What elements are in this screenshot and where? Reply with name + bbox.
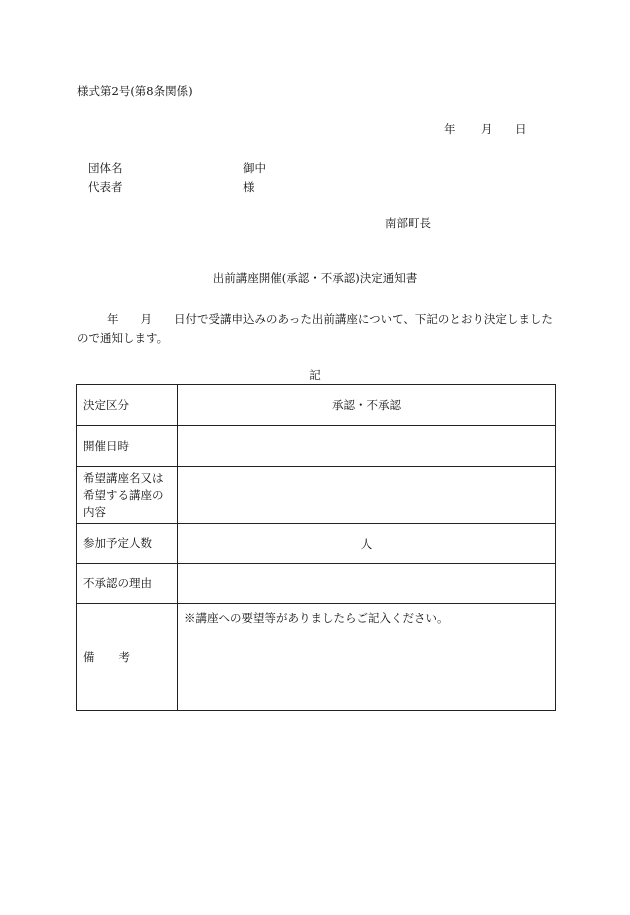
remarks-label xyxy=(77,604,178,711)
decision-type-value: 承認・不承認 xyxy=(178,385,556,426)
date-month-label: 月 xyxy=(481,122,493,136)
ki-heading: 記 xyxy=(309,368,321,382)
remarks-note: ※講座への要望等がありましたらご記入ください。 xyxy=(178,604,556,711)
table-row xyxy=(77,604,556,711)
table-row xyxy=(77,426,556,467)
date-day-label: 日 xyxy=(515,122,527,136)
body-text: 日付で受講申込みのあった出前講座について、下記のとおり決定しましたので通知します。 xyxy=(77,312,553,345)
remarks-label-char-2: 考 xyxy=(118,649,130,664)
participants-label: 参加予定人数 xyxy=(77,524,178,564)
body-paragraph xyxy=(77,310,555,348)
course-name-label: 希望講座名又は希望する講座の内容 xyxy=(77,467,178,524)
rejection-reason-value xyxy=(178,564,556,604)
org-honorific: 御中 xyxy=(243,161,266,175)
table-row xyxy=(77,467,556,524)
body-year: 年 xyxy=(107,312,119,326)
event-datetime-value xyxy=(178,426,556,467)
body-month: 月 xyxy=(140,312,152,326)
decision-table xyxy=(76,384,556,711)
date-year-label: 年 xyxy=(444,122,456,136)
table-row xyxy=(77,385,556,426)
org-name-label: 団体名 xyxy=(88,161,123,175)
representative-honorific: 様 xyxy=(243,180,255,194)
rejection-reason-label: 不承認の理由 xyxy=(77,564,178,604)
remarks-label-char-1: 備 xyxy=(83,649,95,664)
representative-label: 代表者 xyxy=(88,180,123,194)
participants-unit: 人 xyxy=(178,524,556,564)
decision-type-label: 決定区分 xyxy=(77,385,178,426)
course-name-value xyxy=(178,467,556,524)
sender-name: 南部町長 xyxy=(385,216,431,230)
form-number: 様式第2号(第8条関係) xyxy=(77,84,193,98)
document-title: 出前講座開催(承認・不承認)決定通知書 xyxy=(212,271,418,285)
event-datetime-label: 開催日時 xyxy=(77,426,178,467)
table-row xyxy=(77,524,556,564)
table-row xyxy=(77,564,556,604)
